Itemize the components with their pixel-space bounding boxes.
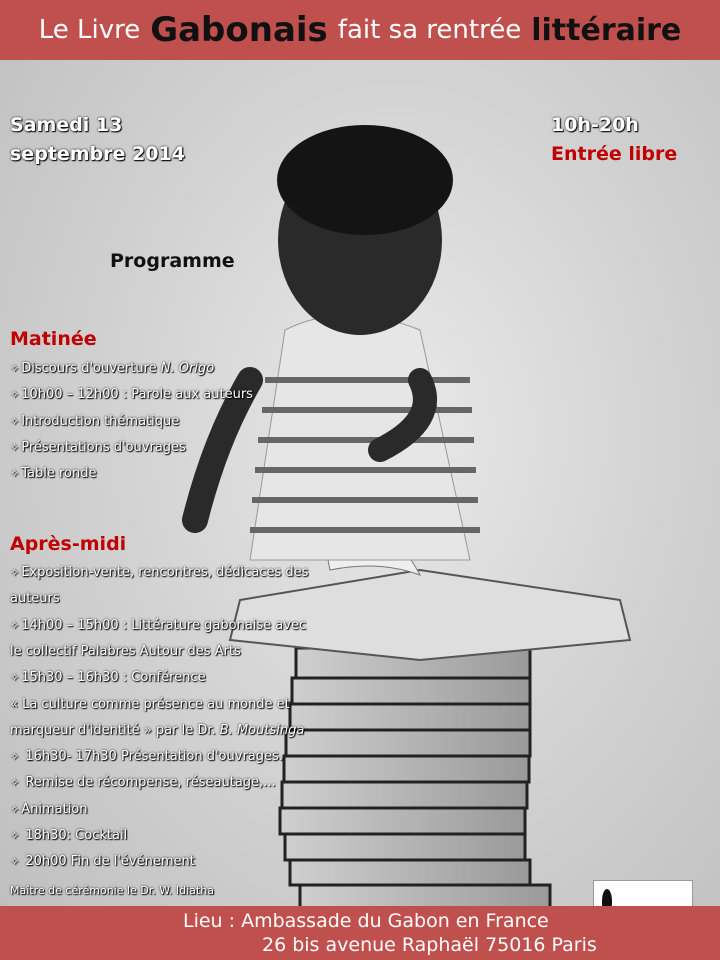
apres-midi-item-text: 20h00 Fin de l'événement bbox=[21, 854, 195, 870]
matinee-item-text: Présentations d'ouvrages bbox=[21, 439, 186, 455]
four-point-star-icon: ✧ bbox=[10, 776, 20, 790]
title-part-4: littéraire bbox=[531, 12, 682, 48]
apres-midi-item bbox=[10, 670, 206, 685]
book-stack bbox=[280, 648, 550, 909]
four-point-star-icon: ✧ bbox=[10, 440, 20, 454]
apres-midi-item bbox=[10, 723, 304, 738]
event-date bbox=[10, 111, 185, 169]
location-line-1: Lieu : Ambassade du Gabon en France bbox=[183, 910, 549, 932]
mc-name: W. Idiatha bbox=[159, 884, 214, 897]
matinee-item bbox=[10, 361, 214, 376]
free-entry: Entrée libre bbox=[551, 143, 678, 165]
four-point-star-icon: ✧ bbox=[10, 618, 20, 632]
matinee-item-text: 10h00 – 12h00 : Parole aux auteurs bbox=[21, 387, 253, 403]
location-line-2: 26 bis avenue Raphaël 75016 Paris bbox=[262, 934, 597, 956]
apres-midi-item bbox=[10, 644, 241, 659]
apres-midi-item-text: le collectif Palabres Autour des Arts bbox=[10, 643, 241, 659]
matinee-item bbox=[10, 466, 96, 481]
apres-midi-item-text: Exposition-vente, rencontres, dédicaces des bbox=[21, 565, 309, 580]
event-hours bbox=[551, 111, 677, 169]
apres-midi-item bbox=[10, 749, 283, 764]
apres-midi-item bbox=[10, 854, 195, 869]
apres-midi-item-text: 18h30: Cocktail bbox=[21, 828, 128, 843]
apres-midi-item bbox=[10, 618, 306, 633]
four-point-star-icon: ✧ bbox=[10, 414, 20, 428]
matinee-item bbox=[10, 414, 179, 429]
matinee-item-text: Discours d'ouverture bbox=[21, 361, 161, 376]
four-point-star-icon: ✧ bbox=[10, 855, 20, 869]
apres-midi-item bbox=[10, 697, 290, 712]
apres-midi-heading: Après-midi bbox=[10, 533, 127, 555]
matinee-heading: Matinée bbox=[10, 328, 97, 350]
opening-hours: 10h-20h bbox=[551, 114, 639, 136]
apres-midi-item bbox=[10, 802, 88, 817]
four-point-star-icon: ✧ bbox=[10, 671, 20, 685]
apres-midi-item bbox=[10, 565, 308, 580]
title-part-3: fait sa rentrée bbox=[337, 15, 522, 45]
apres-midi-item-text: Animation bbox=[21, 801, 88, 817]
location-banner bbox=[0, 906, 720, 960]
apres-midi-item bbox=[10, 828, 127, 843]
apres-midi-item-text: 15h30 – 16h30 : Conférence bbox=[21, 670, 206, 686]
apres-midi-item bbox=[10, 775, 276, 790]
matinee-item bbox=[10, 440, 186, 455]
apres-midi-item-text: « La culture comme présence au monde et bbox=[10, 696, 290, 712]
four-point-star-icon: ✧ bbox=[10, 802, 20, 816]
four-point-star-icon: ✧ bbox=[10, 467, 20, 481]
apres-midi-item bbox=[10, 591, 60, 606]
four-point-star-icon: ✧ bbox=[10, 566, 20, 579]
apres-midi-item-name: B. Moutsinga bbox=[219, 722, 305, 738]
four-point-star-icon: ✧ bbox=[10, 362, 20, 375]
mc-label: Maître de cérémonie le Dr. bbox=[10, 884, 160, 897]
open-book bbox=[230, 570, 630, 660]
apres-midi-item-text: Remise de récompense, réseautage,... bbox=[21, 775, 276, 791]
four-point-star-icon: ✧ bbox=[10, 750, 20, 764]
title-part-2: Gabonais bbox=[150, 10, 328, 50]
apres-midi-item-text: marqueur d'identité » par le Dr. bbox=[10, 722, 220, 738]
apres-midi-item-text: auteurs bbox=[10, 591, 60, 607]
date-line-2: septembre 2014 bbox=[10, 143, 185, 165]
four-point-star-icon: ✧ bbox=[10, 388, 20, 402]
title-part-1: Le Livre bbox=[38, 15, 141, 45]
matinee-item-text: Table ronde bbox=[21, 466, 97, 482]
master-of-ceremonies bbox=[10, 884, 214, 897]
child-figure bbox=[195, 125, 480, 560]
matinee-item-text: Introduction thématique bbox=[21, 413, 180, 429]
apres-midi-item-text: 16h30- 17h30 Présentation d'ouvrages. bbox=[21, 749, 283, 765]
apres-midi-item-text: 14h00 – 15h00 : Littérature gabonaise avec bbox=[21, 617, 307, 633]
matinee-item bbox=[10, 387, 253, 402]
matinee-item-name: N. Origo bbox=[160, 361, 215, 376]
four-point-star-icon: ✧ bbox=[10, 829, 20, 842]
programme-title: Programme bbox=[110, 250, 235, 272]
date-line-1: Samedi 13 bbox=[10, 114, 123, 136]
